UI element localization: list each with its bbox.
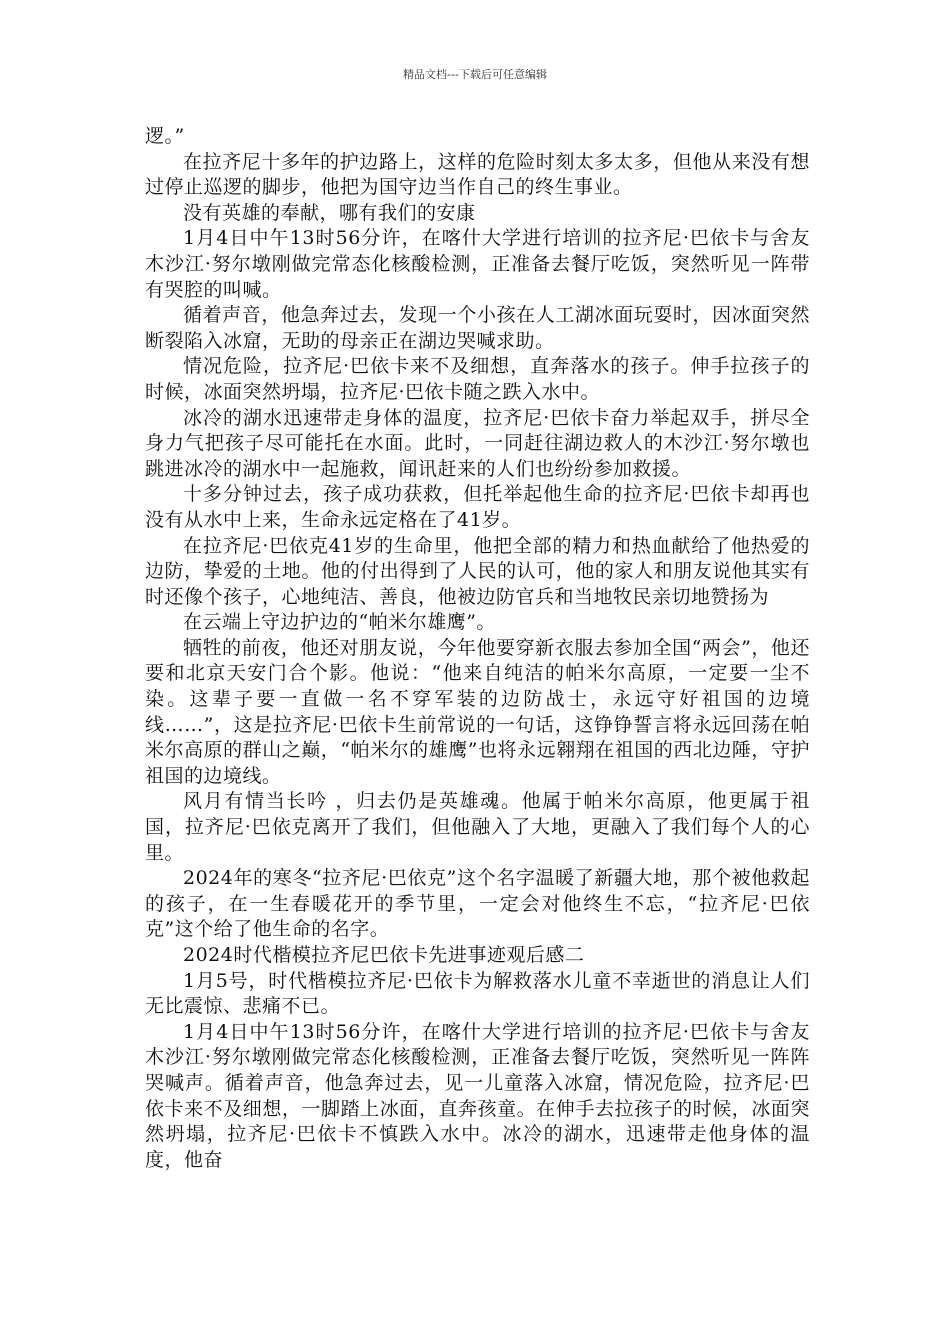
- page-header: 精品文档---下载后可任意编辑: [403, 68, 547, 81]
- paragraph: 牺牲的前夜，他还对朋友说，今年他要穿新衣服去参加全国“两会”，他还要和北京天安门合个影。他说：“他来自纯洁的帕米尔高原，一定要一尘不染。这辈子要一直做一名不穿军装的边防战士，永远守好祖国的边境线……”，这是拉齐尼·巴依卡生前常说的一句话，这铮铮誓言将永远回荡在帕米尔高原的群山之巅，“帕米尔的雄鹰”也将永远翱翔在祖国的西北边陲，守护祖国的边境线。: [145, 636, 810, 787]
- paragraph: 1月4日中午13时56分许，在喀什大学进行培训的拉齐尼·巴依卡与舍友木沙江·努尔墩刚做完常态化核酸检测，正准备去餐厅吃饭，突然听见一阵带有哭腔的叫喊。: [145, 227, 810, 301]
- paragraph: 循着声音，他急奔过去，发现一个小孩在人工湖冰面玩耍时，因冰面突然断裂陷入冰窟，无助的母亲正在湖边哭喊求助。: [145, 304, 810, 352]
- paragraph: 1月4日中午13时56分许，在喀什大学进行培训的拉齐尼·巴依卡与舍友木沙江·努尔墩刚做完常态化核酸检测，正准备去餐厅吃饭，突然听见一阵阵哭喊声。循着声音，他急奔过去，见一儿童落入冰窟，情况危险，拉齐尼·巴依卡来不及细想，一脚踏上冰面，直奔孩童。在伸手去拉孩子的时候，冰面突然坍塌，拉齐尼·巴依卡不慎跌入水中。冰冷的湖水，迅速带走他身体的温度，他奋: [145, 1020, 810, 1171]
- paragraph: 逻。”: [145, 125, 185, 147]
- paragraph: 2024年的寒冬“拉齐尼·巴依克”这个名字温暖了新疆大地，那个被他救起的孩子，在一生春暖花开的季节里，一定会对他终生不忘，“拉齐尼·巴依克”这个给了他生命的名字。: [145, 867, 810, 941]
- paragraph: 在拉齐尼·巴依克41岁的生命里，他把全部的精力和热血献给了他热爱的边防，挚爱的土地。他的付出得到了人民的认可，他的家人和朋友说他其实有时还像个孩子，心地纯洁、善良，他被边防官兵和当地牧民亲切地赞扬为: [145, 534, 810, 608]
- paragraph: 在拉齐尼十多年的护边路上，这样的危险时刻太多太多，但他从来没有想过停止巡逻的脚步，他把为国守边当作自己的终生事业。: [145, 150, 810, 199]
- paragraph: 情况危险，拉齐尼·巴依卡来不及细想，直奔落水的孩子。伸手拉孩子的时候，冰面突然坍塌，拉齐尼·巴依卡随之跌入水中。: [145, 355, 810, 403]
- document-body: [145, 124, 810, 1173]
- paragraph: 在云端上守边护边的“帕米尔雄鹰”。: [183, 611, 496, 634]
- paragraph: 十多分钟过去，孩子成功获救，但托举起他生命的拉齐尼·巴依卡却再也没有从水中上来，生命永远定格在了41岁。: [145, 483, 810, 531]
- section-heading: 2024时代楷模拉齐尼巴依卡先进事迹观后感二: [183, 944, 585, 966]
- section-heading: 没有英雄的奉献，哪有我们的安康: [183, 201, 476, 224]
- paragraph: 冰冷的湖水迅速带走身体的温度，拉齐尼·巴依卡奋力举起双手，拼尽全身力气把孩子尽可能托在水面。此时，一同赶往湖边救人的木沙江·努尔墩也跳进冰冷的湖水中一起施救，闻讯赶来的人们也纷纷参加救援。: [145, 406, 810, 480]
- paragraph: 1月5号，时代楷模拉齐尼·巴依卡为解救落水儿童不幸逝世的消息让人们无比震惊、悲痛不已。: [145, 969, 810, 1018]
- paragraph: 风月有情当长吟 ，归去仍是英雄魂。他属于帕米尔高原，他更属于祖国，拉齐尼·巴依克离开了我们，但他融入了大地，更融入了我们每个人的心里。: [145, 790, 810, 864]
